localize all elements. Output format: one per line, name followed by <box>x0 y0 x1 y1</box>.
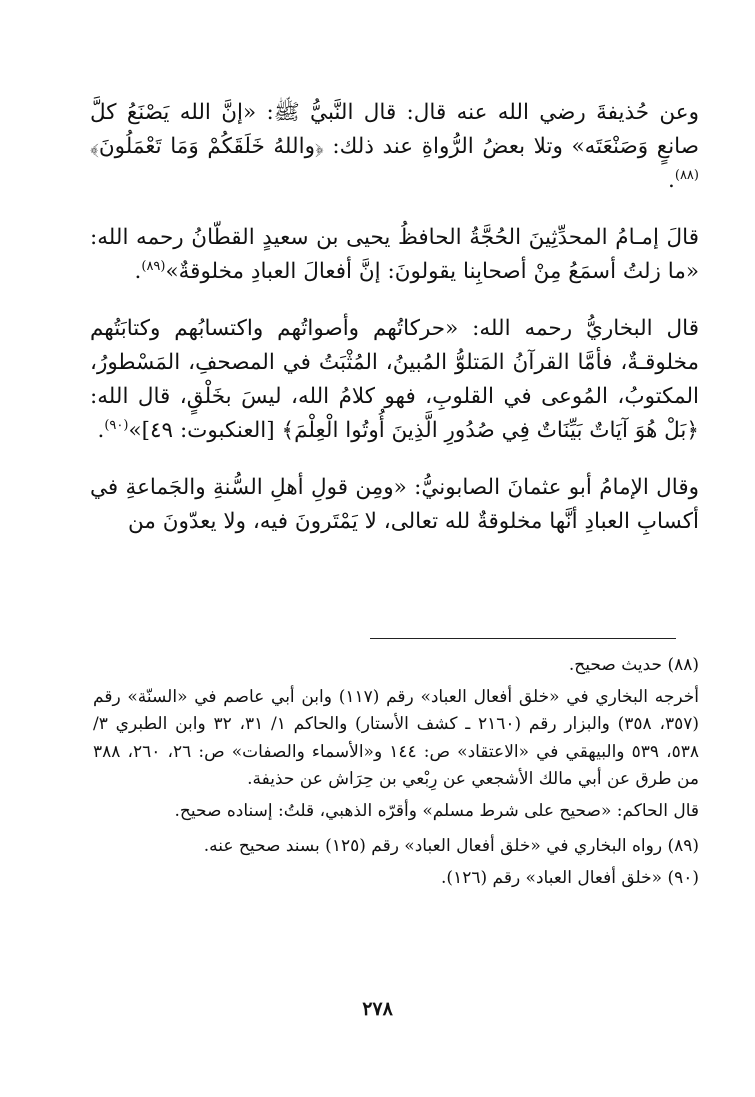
footnote-89: (٨٩) رواه البخاري في «خلق أفعال العباد» رقم (١٢٥) بسند صحيح عنه. <box>203 836 699 856</box>
footnote-ref-89: (٨٩) <box>141 258 166 274</box>
paragraph-sabuni <box>90 471 699 539</box>
paragraph-hudhayfa: وعن حُذيفةَ رضي الله عنه قال: قال النَّبيُّ ﷺ: «إنَّ الله يَصْنَعُ كلَّ صانعٍ وَصَنْعَتَه» وتلا بعضُ الرُّواةِ عند ذلك: ﴿واللهُ خَلَقَكُمْ وَمَا تَعْمَلُونَ﴾$^{(٨٨)}$. <box>90 100 699 193</box>
paragraph-qattan: قالَ إمـامُ المحدِّثِينَ الحُجَّةُ الحافظُ يحيى بن سعيدٍ القطّانُ رحمه الله: «ما زلتُ أسمَعُ مِنْ أصحابِنا يقولونَ: إنَّ أفعالَ العبادِ مخلوقةٌ»$^{(٨٩)}$. <box>90 225 699 284</box>
paragraph-text: قالَ إمـامُ المحدِّثِينَ الحُجَّةُ الحافظُ يحيى بن سعيدٍ القطّانُ رحمه الله: «ما زلتُ أسمَعُ مِنْ أصحابِنا يقولونَ: إنَّ أفعالَ العبادِ مخلوقةٌ» <box>90 225 699 284</box>
page-number: ٢٧٨ <box>362 998 393 1020</box>
paragraph-text: وعن حُذيفةَ رضي الله عنه قال: قال النَّبيُّ ﷺ: «إنَّ الله يَصْنَعُ كلَّ صانعٍ وَصَنْعَتَه» وتلا بعضُ الرُّواةِ عند ذلك: ﴿واللهُ خَلَقَكُمْ وَمَا تَعْمَلُونَ﴾ <box>90 100 699 159</box>
footnote-88-takhrij: أخرجه البخاري في «خلق أفعال العباد» رقم (١١٧) وابن أبي عاصم في «السنّة» رقم (٣٥٧، ٣٥٨) والبزار رقم (٢١٦٠ ـ كشف الأستار) والحاكم ١/ ٣١، ٣٢ وابن الطبري ٣/ ٥٣٨، ٥٣٩ والبيهقي في «الاعتقاد» ص: ١٤٤ و«الأسماء والصفات» ص: ٢٦، ٢٦٠، ٣٨٨ من طرق عن أبي مالك الأشجعي عن رِبْعي بن حِرَاش عن حذيفة. <box>93 686 700 789</box>
footnotes <box>93 652 699 896</box>
paragraph-text: وقال الإمامُ أبو عثمانَ الصابونيُّ: «ومِن قولِ أهلِ السُّنةِ والجَماعةِ في أكسابِ العبادِ أنَّها مخلوقةٌ لله تعالى، لا يَمْتَرونَ فيه، ولا يعدّونَ من <box>90 475 699 534</box>
footnote-divider <box>370 638 676 639</box>
main-text <box>90 96 699 562</box>
footnote-88-hakim: قال الحاكم: «صحيح على شرط مسلم» وأقرّه الذهبي، قلتُ: إسناده صحيح. <box>174 800 699 821</box>
paragraph-bukhari: قال البخاريُّ رحمه الله: «حركاتُهم وأصواتُهم واكتسابُهم وكتابَتُهم مخلوقـةٌ، فأمَّا القرآنُ المَتلوُّ المُبينُ، المُثْبَتُ في المصحفِ، المَسْطورُ، المكتوبُ، المُوعى في القلوبِ، فهو كلامُ الله، ليسَ بخَلْقٍ، قال الله: ﴿بَلْ هُوَ آيَاتٌ بَيِّنَاتٌ فِي صُدُورِ الَّذِينَ أُوتُوا الْعِلْمَ﴾ [العنكبوت: ٤٩]»$^{(٩٠)}$. <box>90 316 699 443</box>
paragraph-text: قال البخاريُّ رحمه الله: «حركاتُهم وأصواتُهم واكتسابُهم وكتابَتُهم مخلوقـةٌ، فأمَّا القرآنُ المَتلوُّ المُبينُ، المُثْبَتُ في المصحفِ، المَسْطورُ، المكتوبُ، المُوعى في القلوبِ، فهو كلامُ الله، ليسَ بخَلْقٍ، قال الله: ﴿بَلْ هُوَ آيَاتٌ بَيِّنَاتٌ فِي صُدُورِ الَّذِينَ أُوتُوا الْعِلْمَ﴾ [العنكبوت: ٤٩]» <box>90 316 699 443</box>
footnote-ref-90: (٩٠) <box>104 417 129 433</box>
footnote-88-grade: (٨٨) حديث صحيح. <box>568 655 699 675</box>
footnote-90: (٩٠) «خلق أفعال العباد» رقم (١٢٦). <box>441 867 699 888</box>
footnote-ref-88: (٨٨) <box>674 167 699 183</box>
